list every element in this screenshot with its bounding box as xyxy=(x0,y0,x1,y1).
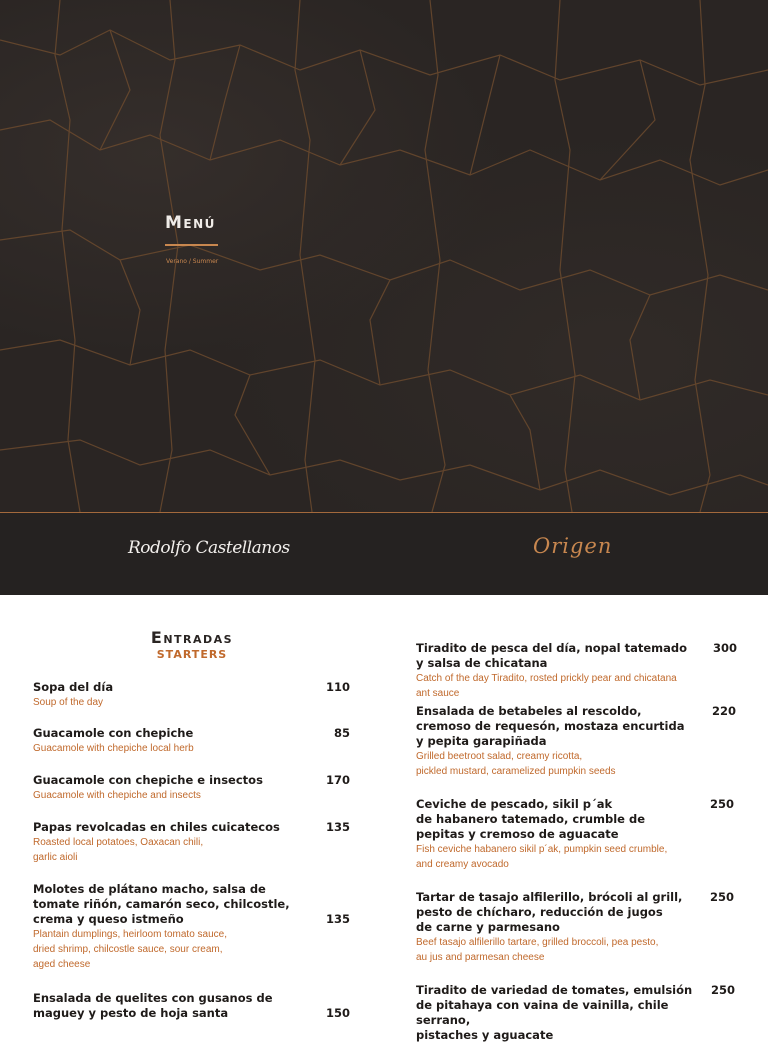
title-underline xyxy=(165,244,218,246)
dish-name: Guacamole con chepiche xyxy=(33,726,194,740)
dish-name: Papas revolcadas en chiles cuicatecos xyxy=(33,820,280,834)
restaurant-logo: Origen xyxy=(533,534,613,558)
dish-description: Beef tasajo alfilerillo tartare, grilled broccoli, pea pesto, au jus and parmesan cheese xyxy=(416,937,659,963)
dish-description: Grilled beetroot salad, creamy ricotta, pickled mustard, caramelized pumpkin seeds xyxy=(416,751,616,777)
list-item xyxy=(416,890,716,965)
menu-title: Menú xyxy=(165,213,216,233)
cracked-earth-texture xyxy=(0,0,768,512)
dish-description: Guacamole with chepiche and insects xyxy=(33,790,201,801)
dish-price: 170 xyxy=(325,773,350,787)
dish-price: 220 xyxy=(711,704,736,718)
dish-price: 85 xyxy=(333,726,350,740)
dish-name: Ensalada de betabeles al rescoldo, cremoso de requesón, mostaza encurtida y pepita garapiñada xyxy=(416,704,685,748)
menu-cover xyxy=(0,0,768,512)
dish-name: Molotes de plátano macho, salsa de tomate riñón, camarón seco, chilcostle, crema y queso istmeño xyxy=(33,882,290,926)
dish-description: Plantain dumplings, heirloom tomato sauce, dried shrimp, chilcostle sauce, sour cream, aged cheese xyxy=(33,929,227,970)
list-item xyxy=(33,773,323,803)
dish-price: 150 xyxy=(325,1006,350,1020)
dish-name: Tiradito de pesca del día, nopal tatemado y salsa de chicatana xyxy=(416,641,688,670)
dish-description: Catch of the day Tiradito, rosted prickly pear and chicatana ant sauce xyxy=(416,673,677,699)
dish-name: Tartar de tasajo alfilerillo, brócoli al grill, pesto de chícharo, reducción de jugos de carne y parmesano xyxy=(416,890,683,934)
dish-name: Ensalada de quelites con gusanos de maguey y pesto de hoja santa xyxy=(33,991,273,1020)
dish-description: Fish ceviche habanero sikil p´ak, pumpkin seed crumble, and creamy avocado xyxy=(416,844,668,870)
list-item xyxy=(33,882,333,972)
dish-price: 135 xyxy=(325,820,350,834)
list-item xyxy=(33,991,323,1021)
list-item xyxy=(416,797,716,872)
chef-signature-logo: Rodolfo Castellanos xyxy=(128,538,290,558)
dish-description: Guacamole with chepiche local herb xyxy=(33,743,194,754)
dish-description: Soup of the day xyxy=(33,697,104,708)
dish-price: 135 xyxy=(325,912,350,926)
list-item xyxy=(33,680,323,710)
list-item xyxy=(416,641,726,701)
dish-price: 300 xyxy=(712,641,737,655)
dish-name: Tiradito de variedad de tomates, emulsión de pitahaya con vaina de vainilla, chile serrano, pistaches y aguacate xyxy=(416,983,693,1042)
list-item xyxy=(33,820,323,865)
list-item xyxy=(33,726,323,756)
dish-price: 250 xyxy=(709,797,734,811)
section-title: Entradas xyxy=(150,628,234,647)
dish-price: 110 xyxy=(325,680,350,694)
dish-price: 250 xyxy=(710,983,735,997)
dish-name: Sopa del día xyxy=(33,680,114,694)
section-subtitle: STARTERS xyxy=(156,648,228,661)
dish-name: Ceviche de pescado, sikil p´ak de habanero tatemado, crumble de pepitas y cremoso de aguacate xyxy=(416,797,646,841)
list-item xyxy=(416,983,726,1043)
dish-price: 250 xyxy=(709,890,734,904)
dish-name: Guacamole con chepiche e insectos xyxy=(33,773,263,787)
dish-description: Roasted local potatoes, Oaxacan chili, garlic aioli xyxy=(33,837,204,863)
season-label: Verano / Summer xyxy=(166,258,219,265)
list-item xyxy=(416,704,716,779)
brand-bar xyxy=(0,512,768,595)
